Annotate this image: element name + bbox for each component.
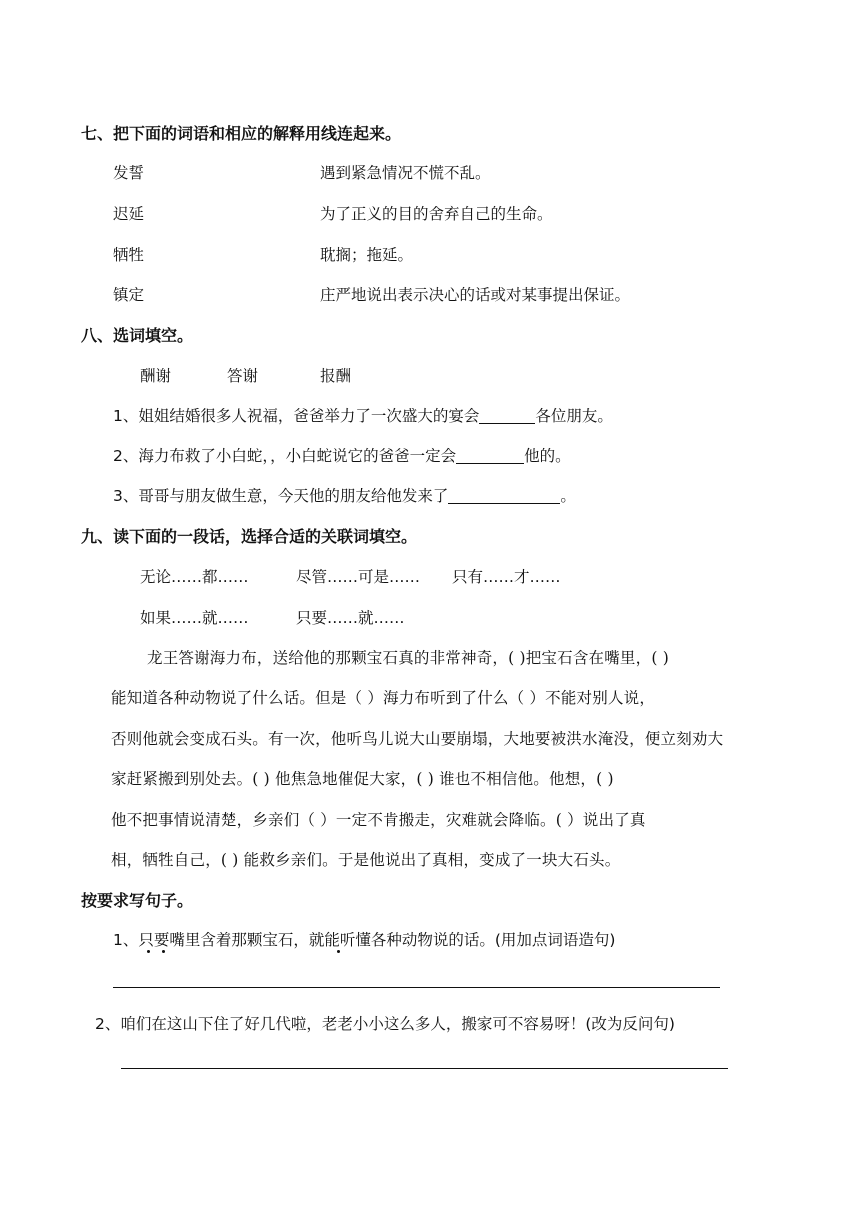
emphasis-dot (147, 950, 150, 953)
q7-word-3: 牺牲 (113, 246, 145, 264)
q7-meaning-4: 庄严地说出表示决心的话或对某事提出保证。 (320, 286, 631, 304)
q9-passage-line-3: 否则他就会变成石头。有一次，他听鸟儿说大山要崩塌，大地要被洪水淹没，便立刻劝大 (111, 730, 724, 748)
q8-item-2-text-after: 他的。 (524, 447, 571, 465)
q9-option-5: 只要……就…… (296, 609, 405, 627)
q8-option-3: 报酬 (320, 367, 352, 385)
sentence-1-answer-line[interactable] (113, 987, 720, 988)
q8-item-3-text-before: 3、哥哥与朋友做生意，今天他的朋友给他发来了 (113, 487, 449, 505)
q8-blank-1[interactable] (479, 407, 535, 424)
q8-option-1: 酬谢 (140, 367, 172, 385)
q9-option-3: 只有……才…… (452, 568, 561, 586)
q8-item-1 (113, 404, 613, 426)
q7-meaning-2: 为了正义的目的舍弃自己的生命。 (320, 205, 553, 223)
sentence-2-answer-line[interactable] (121, 1068, 728, 1069)
q9-passage-line-2: 能知道各种动物说了什么话。但是（ ）海力布听到了什么（ ）不能对别人说， (111, 689, 656, 707)
q8-item-3-text-after: 。 (560, 487, 576, 505)
q7-meaning-3: 耽搁；拖延。 (320, 246, 414, 264)
section-8-heading: 八、选词填空。 (81, 326, 194, 345)
q7-word-4: 镇定 (113, 286, 145, 304)
q8-item-1-text-before: 1、姐姐结婚很多人祝福，爸爸举力了一次盛大的宴会 (113, 407, 480, 425)
sentence-2-prompt: 2、咱们在这山下住了好几代啦，老老小小这么多人，搬家可不容易呀！(改为反问句) (95, 1015, 675, 1033)
q9-passage-line-5: 他不把事情说清楚，乡亲们（ ）一定不肯搬走，灾难就会降临。( ）说出了真 (111, 811, 646, 829)
q7-word-2: 迟延 (113, 205, 145, 223)
sentence-section-heading: 按要求写句子。 (81, 891, 194, 910)
q8-item-1-text-after: 各位朋友。 (535, 407, 613, 425)
sentence-1-prompt: 1、只要嘴里含着那颗宝石，就能听懂各种动物说的话。(用加点词语造句) (113, 931, 616, 949)
q8-option-2: 答谢 (227, 367, 259, 385)
section-9-heading: 九、读下面的一段话，选择合适的关联词填空。 (81, 527, 418, 546)
q9-option-1: 无论……都…… (140, 568, 249, 586)
q9-passage-line-4: 家赶紧搬到别处去。( ) 他焦急地催促大家，( ) 谁也不相信他。他想，( ) (111, 770, 614, 788)
q8-item-2-text-before: 2、海力布救了小白蛇，，小白蛇说它的爸爸一定会 (113, 447, 457, 465)
q8-blank-3[interactable] (448, 487, 560, 504)
section-7-heading: 七、把下面的词语和相应的解释用线连起来。 (81, 124, 402, 143)
emphasis-dot (162, 950, 165, 953)
q9-passage-line-1: 龙王答谢海力布，送给他的那颗宝石真的非常神奇，( )把宝石含在嘴里，( ) (147, 649, 669, 667)
q9-passage-line-6: 相，牺牲自己，( ) 能救乡亲们。于是他说出了真相，变成了一块大石头。 (111, 851, 621, 869)
q9-option-2: 尽管……可是…… (296, 568, 421, 586)
q7-meaning-1: 遇到紧急情况不慌不乱。 (320, 164, 491, 182)
emphasis-dot (337, 950, 340, 953)
q8-item-2 (113, 444, 571, 466)
q8-item-3 (113, 484, 576, 506)
q9-option-4: 如果……就…… (140, 609, 249, 627)
q7-word-1: 发誓 (113, 164, 145, 182)
q8-blank-2[interactable] (456, 447, 524, 464)
